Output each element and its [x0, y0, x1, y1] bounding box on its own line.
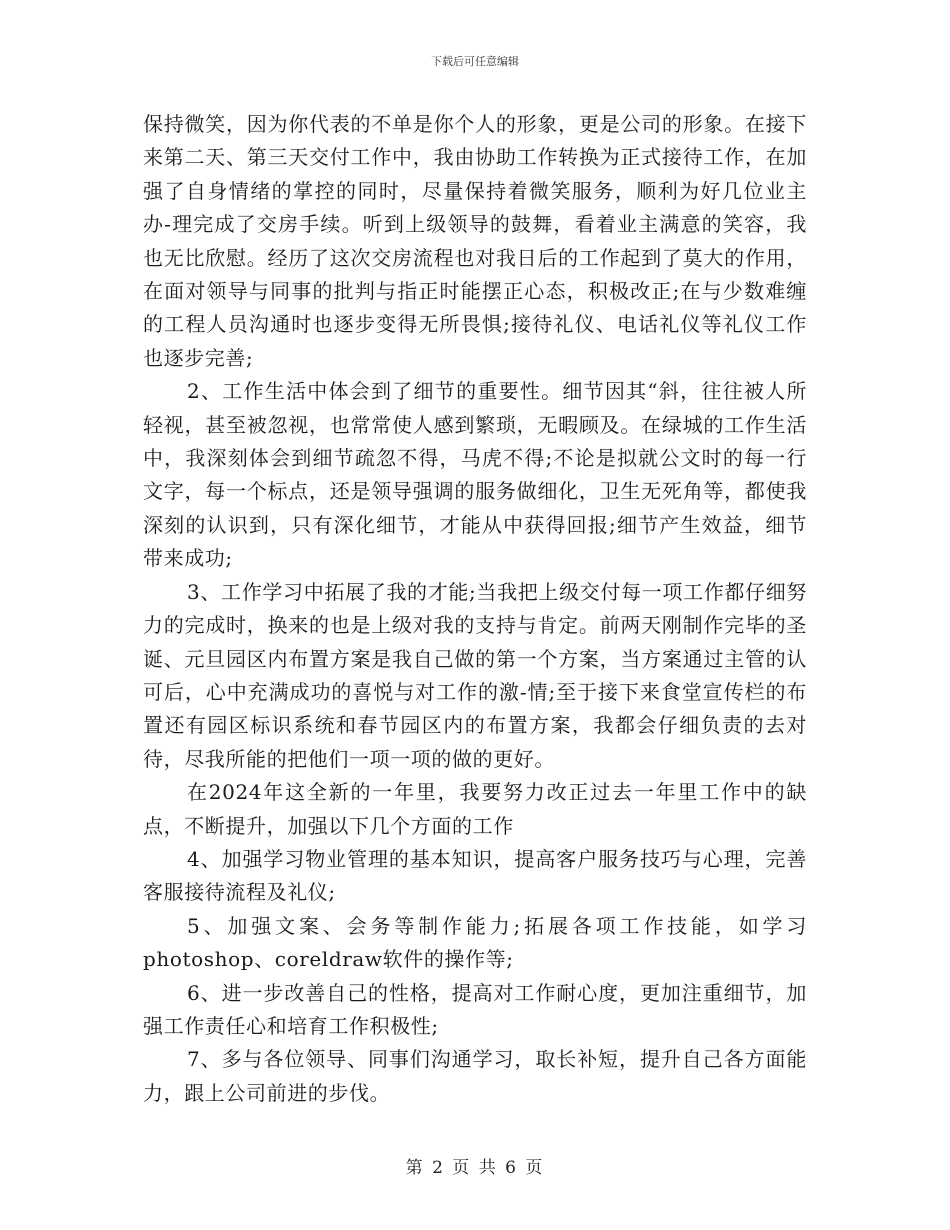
paragraph-item-3: 3、工作学习中拓展了我的才能;当我把上级交付每一项工作都仔细努力的完成时，换来的也是上级对我的支持与肯定。前两天刚制作完毕的圣诞、元旦园区内布置方案是我自己做的第一个方案，当方案通过主管的认可后，心中充满成功的喜悦与对工作的激-情;至于接下来食堂宣传栏的布置还有园区标识系统和春节园区内的布置方案，我都会仔细负责的去对待，尽我所能的把他们一项一项的做的更好。 — [143, 579, 807, 771]
page-number-footer: 第 2 页 共 6 页 — [405, 1158, 545, 1178]
page-header: 下载后可任意编辑 — [431, 55, 519, 68]
paragraph-item-4: 4、加强学习物业管理的基本知识，提高客户服务技巧与心理，完善客服接待流程及礼仪; — [143, 846, 807, 905]
document-body — [143, 108, 807, 1110]
paragraph-item-6: 6、进一步改善自己的性格，提高对工作耐心度，更加注重细节，加强工作责任心和培育工作积极性; — [143, 980, 807, 1038]
paragraph-continued: 保持微笑，因为你代表的不单是你个人的形象，更是公司的形象。在接下来第二天、第三天交付工作中，我由协助工作转换为正式接待工作，在加强了自身情绪的掌控的同时，尽量保持着微笑服务，顺利为好几位业主办-理完成了交房手续。听到上级领导的鼓舞，看着业主满意的笑容，我也无比欣慰。经历了这次交房流程也对我日后的工作起到了莫大的作用，在面对领导与同事的批判与指正时能摆正心态，积极改正;在与少数难缠的工程人员沟通时也逐步变得无所畏惧;接待礼仪、电话礼仪等礼仪工作也逐步完善; — [143, 112, 807, 370]
paragraph-item-5: 5、加强文案、会务等制作能力;拓展各项工作技能，如学习photoshop、coreldraw软件的操作等; — [143, 913, 807, 972]
paragraph-item-2: 2、工作生活中体会到了细节的重要性。细节因其“斜，往往被人所轻视，甚至被忽视，也常常使人感到繁琐，无暇顾及。在绿城的工作生活中，我深刻体会到细节疏忽不得，马虎不得;不论是拟就公文时的每一行文字，每一个标点，还是领导强调的服务做细化，卫生无死角等，都使我深刻的认识到，只有深化细节，才能从中获得回报;细节产生效益，细节带来成功; — [143, 379, 807, 571]
paragraph-item-7: 7、多与各位领导、同事们沟通学习，取长补短，提升自己各方面能力，跟上公司前进的步伐。 — [143, 1047, 807, 1105]
paragraph-new-year-plan: 在2024年这全新的一年里，我要努力改正过去一年里工作中的缺点，不断提升，加强以下几个方面的工作 — [143, 780, 807, 838]
